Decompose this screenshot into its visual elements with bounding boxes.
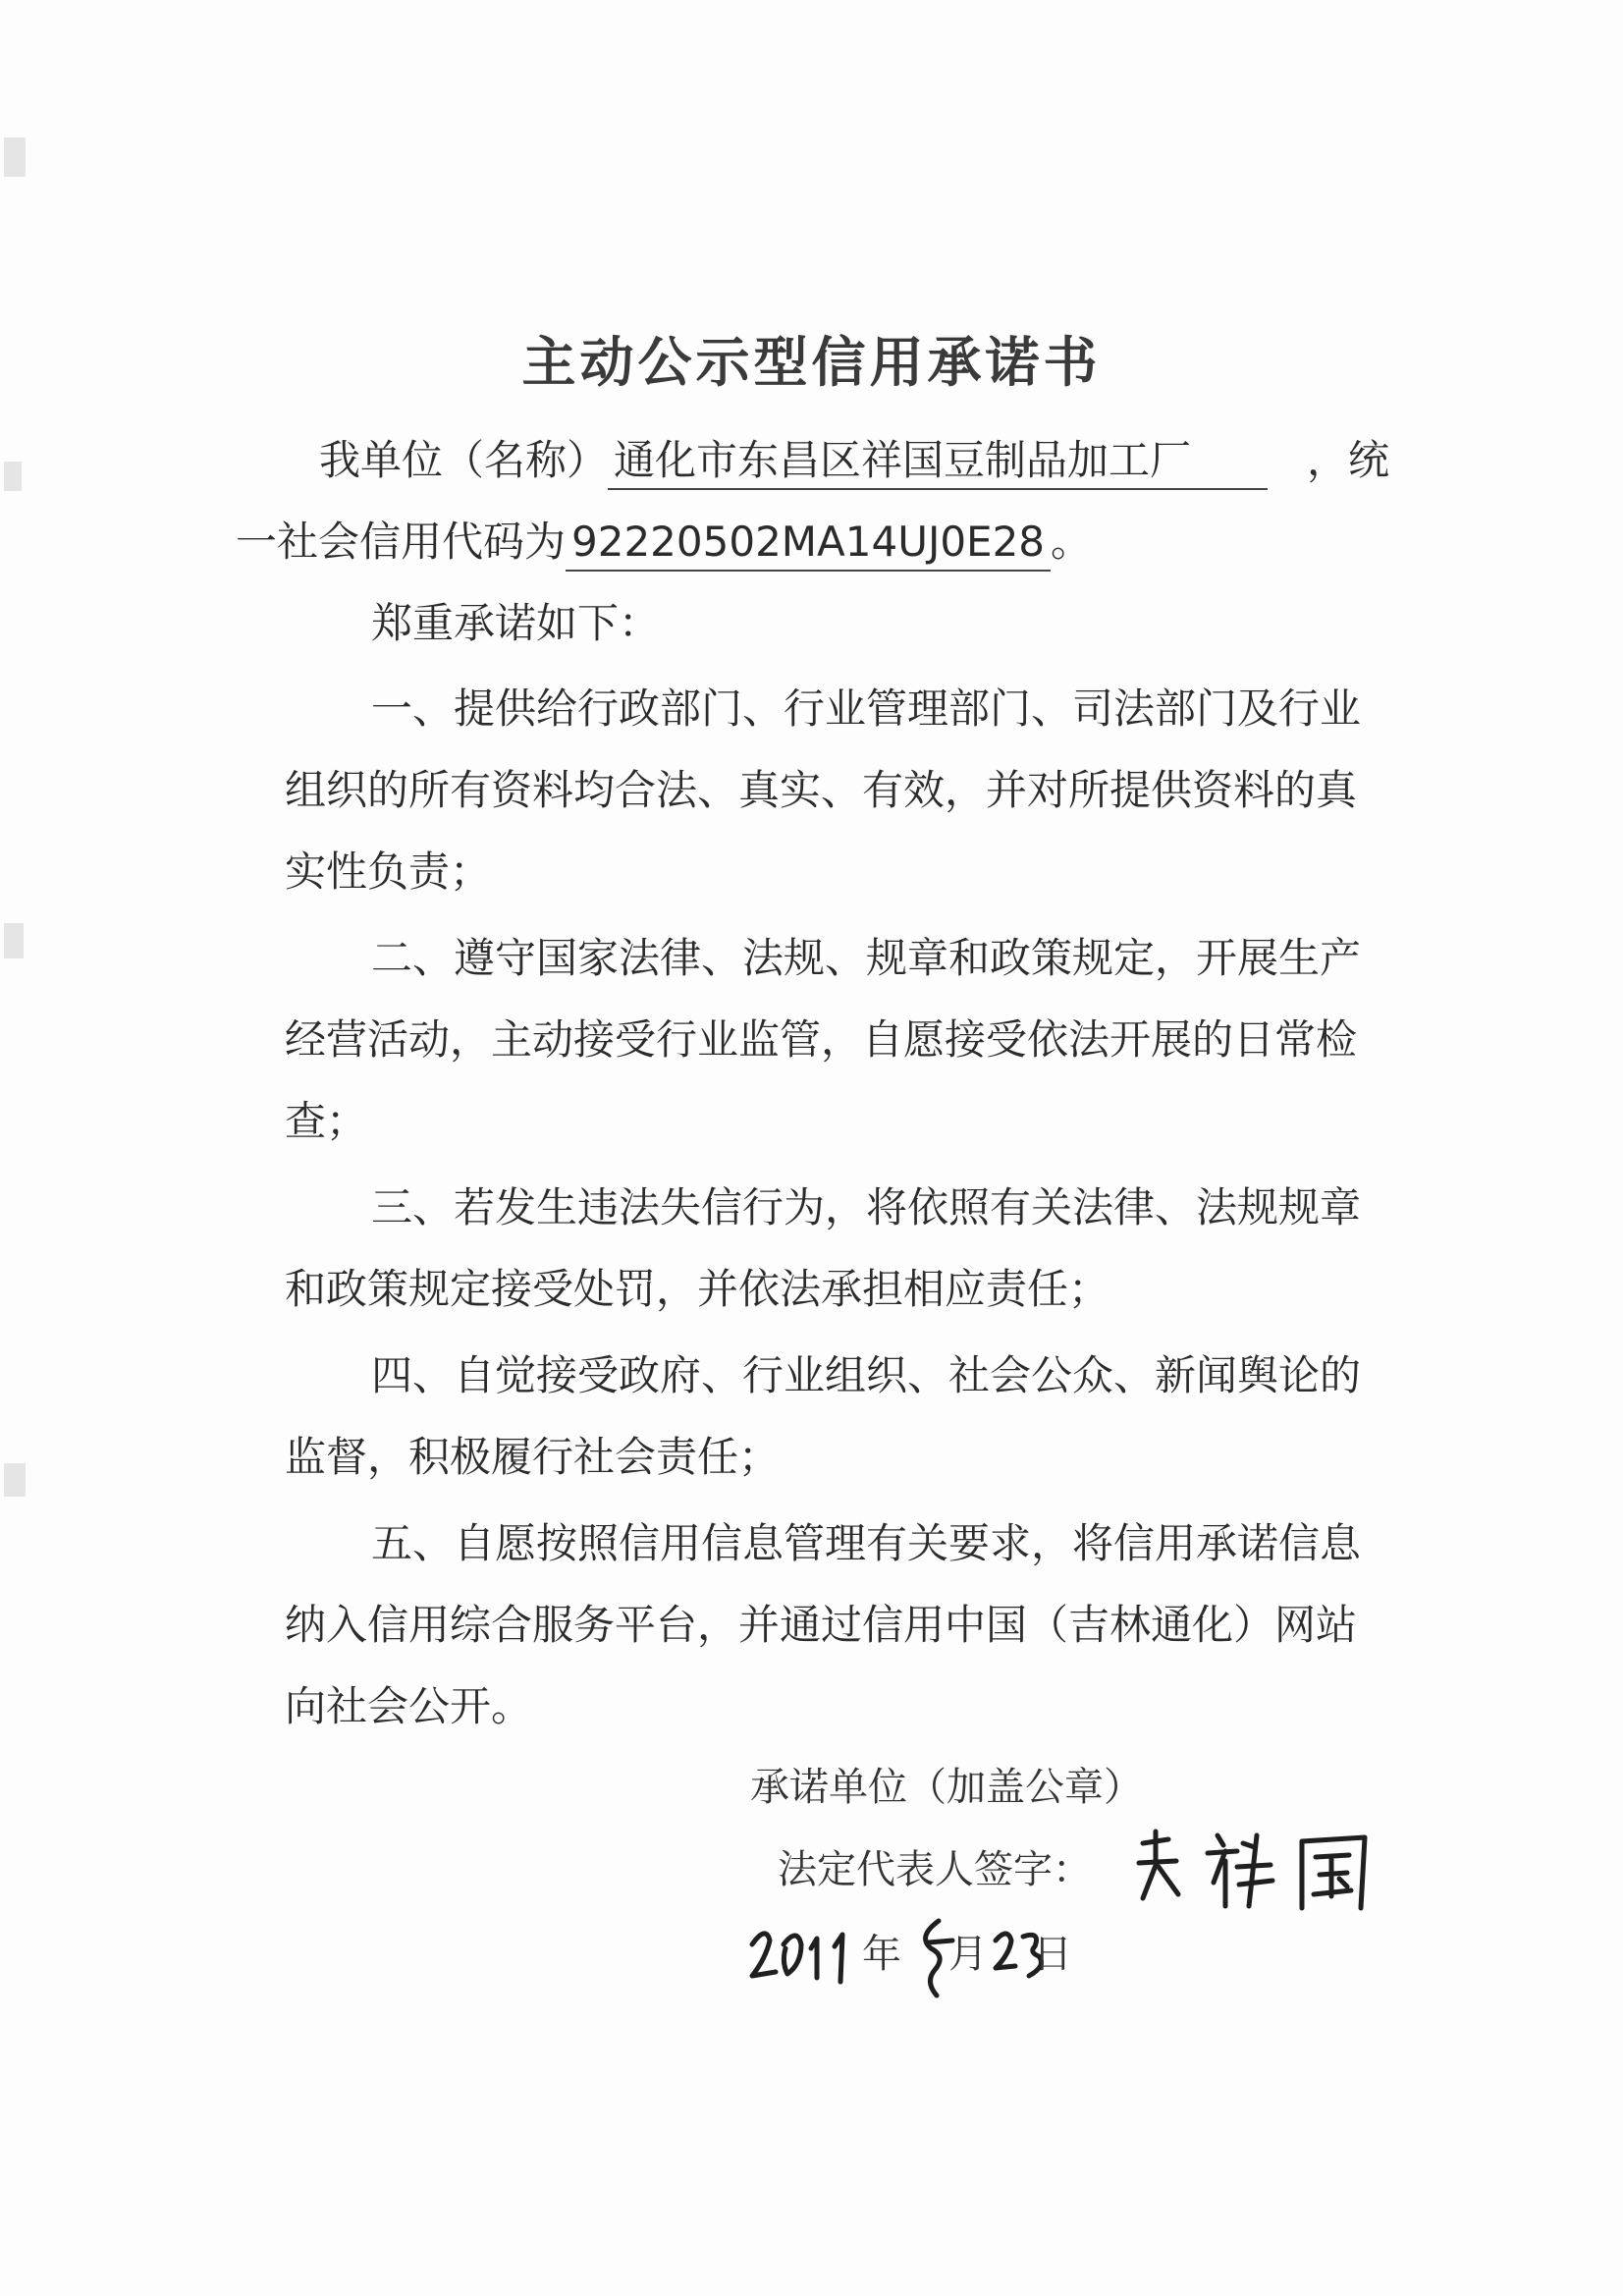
handwritten-signature — [1129, 1822, 1384, 1930]
credit-code-field: 92220502MA14UJ0E28 — [566, 515, 1051, 572]
handwritten-year — [746, 1915, 864, 1994]
clause-line: 纳入信用综合服务平台，并通过信用中国（吉林通化）网站 — [285, 1601, 1358, 1649]
scan-mark — [4, 1463, 26, 1497]
code-prefix: 一社会信用代码为 — [236, 518, 567, 566]
seal-label: 承诺单位（加盖公章） — [750, 1765, 1143, 1810]
clause-line: 四、自觉接受政府、行业组织、社会公众、新闻舆论的 — [371, 1351, 1362, 1399]
scan-mark — [4, 462, 22, 491]
commitment-heading: 郑重承诺如下： — [371, 599, 661, 647]
clause-line: 三、若发生违法失信行为，将依照有关法律、法规规章 — [371, 1183, 1362, 1231]
clause-line: 和政策规定接受处罚，并依法承担相应责任； — [285, 1265, 1110, 1313]
clause-line: 实性负责； — [285, 847, 492, 896]
clause-line: 一、提供给行政部门、行业管理部门、司法部门及行业 — [371, 684, 1362, 733]
clause-line: 向社会公开。 — [285, 1682, 533, 1730]
clause-line: 经营活动，主动接受行业监管，自愿接受依法开展的日常检 — [285, 1015, 1358, 1064]
unit-suffix: ，统 — [1307, 436, 1390, 484]
legal-rep-label: 法定代表人签字： — [778, 1847, 1092, 1892]
clause-line: 监督，积极履行社会责任； — [285, 1433, 781, 1481]
year-label: 年 — [862, 1932, 901, 1977]
document-title: 主动公示型信用承诺书 — [521, 331, 1102, 394]
month-label: 月 — [948, 1932, 988, 1977]
clause-line: 查； — [285, 1097, 368, 1145]
unit-name-field: 通化市东昌区祥国豆制品加工厂 — [608, 433, 1268, 490]
clause-line: 五、自愿按照信用信息管理有关要求，将信用承诺信息 — [371, 1519, 1362, 1567]
code-suffix: 。 — [1051, 518, 1093, 566]
clause-line: 二、遵守国家法律、法规、规章和政策规定，开展生产 — [371, 934, 1362, 982]
day-label: 日 — [1033, 1932, 1072, 1977]
clause-line: 组织的所有资料均合法、真实、有效，并对所提供资料的真 — [285, 766, 1358, 814]
scan-mark — [4, 923, 24, 958]
unit-prefix: 我单位（名称） — [319, 436, 609, 484]
intro-line-1 — [319, 433, 1389, 490]
intro-line-2 — [236, 515, 1092, 572]
scan-mark — [4, 137, 26, 177]
